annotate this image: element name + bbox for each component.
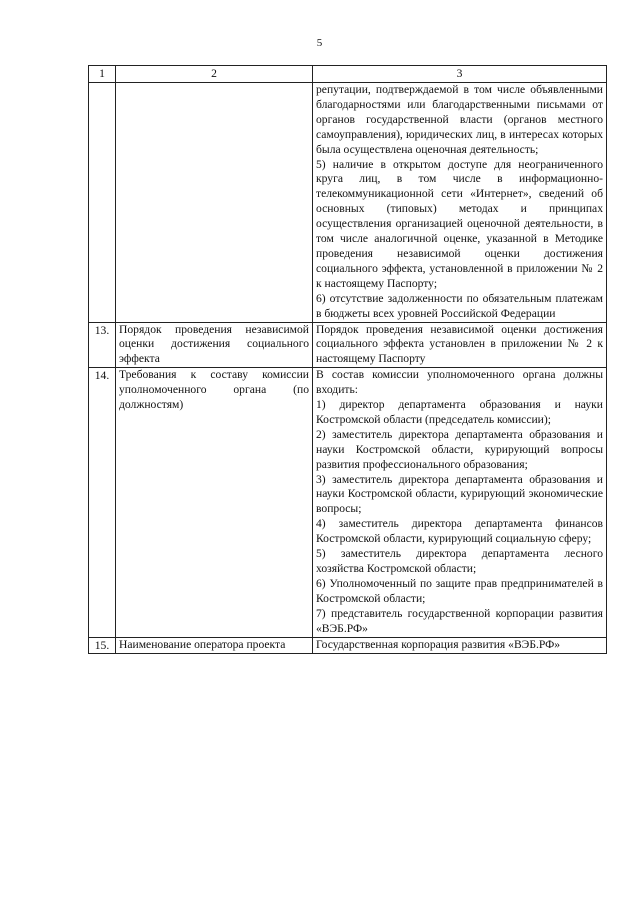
row-number: 15.: [89, 637, 116, 654]
row-content: [313, 637, 607, 654]
table-row-continuation: [89, 83, 607, 323]
row-number: 13.: [89, 322, 116, 368]
row-name: Наименование оператора проекта: [116, 637, 313, 654]
content-paragraph: репутации, подтверждаемой в том числе объявленными благодарностями или благодарственными письмами от органов государственной власти (органов местного самоуправления), юридических лиц, в интересах которых была осуществлена оценочная деятельность;: [316, 83, 603, 156]
table-row-15: [89, 637, 607, 654]
row-number: 14.: [89, 368, 116, 637]
content-paragraph: 4) заместитель директора департамента финансов Костромской области, курирующий социальную сферу;: [316, 517, 603, 546]
row-name: Порядок проведения независимой оценки достижения социального эффекта: [116, 322, 313, 368]
table-header-row: [89, 66, 607, 83]
row-content: [313, 83, 607, 323]
content-paragraph: 3) заместитель директора департамента образования и науки Костромской области, курирующий экономические вопросы;: [316, 472, 603, 516]
content-paragraph: 6) Уполномоченный по защите прав предпринимателей в Костромской области;: [316, 576, 603, 605]
content-paragraph: 5) наличие в открытом доступе для неограниченного круга лиц, в том числе в информационно-телекоммуникационной сети «Интернет», сведений об основных (типовых) методах и принципах осуществления организацией оценочной деятельности, в том числе аналогичной оценке, указанной в Методике проведения независимой оценки достижения социального эффекта, установленной в приложении № 2 к настоящему Паспорту;: [316, 157, 603, 290]
header-cell-2: 2: [116, 66, 313, 83]
header-cell-3: 3: [313, 66, 607, 83]
content-paragraph: Государственная корпорация развития «ВЭБ.РФ»: [316, 637, 561, 651]
content-paragraph: 5) заместитель директора департамента лесного хозяйства Костромской области;: [316, 547, 603, 575]
content-paragraph: Порядок проведения независимой оценки достижения социального эффекта установлен в приложении № 2 к настоящему Паспорту: [316, 322, 603, 366]
row-number: [89, 83, 116, 323]
row-content: [313, 368, 607, 637]
page-number: 5: [316, 37, 323, 49]
passport-table: [88, 65, 607, 654]
header-cell-1: 1: [89, 66, 116, 83]
content-paragraph: В состав комиссии уполномоченного органа должны входить:: [316, 368, 603, 397]
row-name: [116, 83, 313, 323]
content-paragraph: 6) отсутствие задолженности по обязательным платежам в бюджеты всех уровней Российской Федерации: [316, 291, 603, 320]
table-row-14: [89, 368, 607, 637]
row-name: Требования к составу комиссии уполномоченного органа (по должностям): [116, 368, 313, 637]
content-paragraph: 1) директор департамента образования и науки Костромской области (председатель комиссии);: [316, 398, 603, 426]
content-paragraph: 7) представитель государственной корпорации развития «ВЭБ.РФ»: [316, 606, 603, 635]
content-paragraph: 2) заместитель директора департамента образования и науки Костромской области, курирующий вопросы развития профессионального образования;: [316, 427, 603, 471]
table-row-13: [89, 322, 607, 368]
row-content: [313, 322, 607, 368]
